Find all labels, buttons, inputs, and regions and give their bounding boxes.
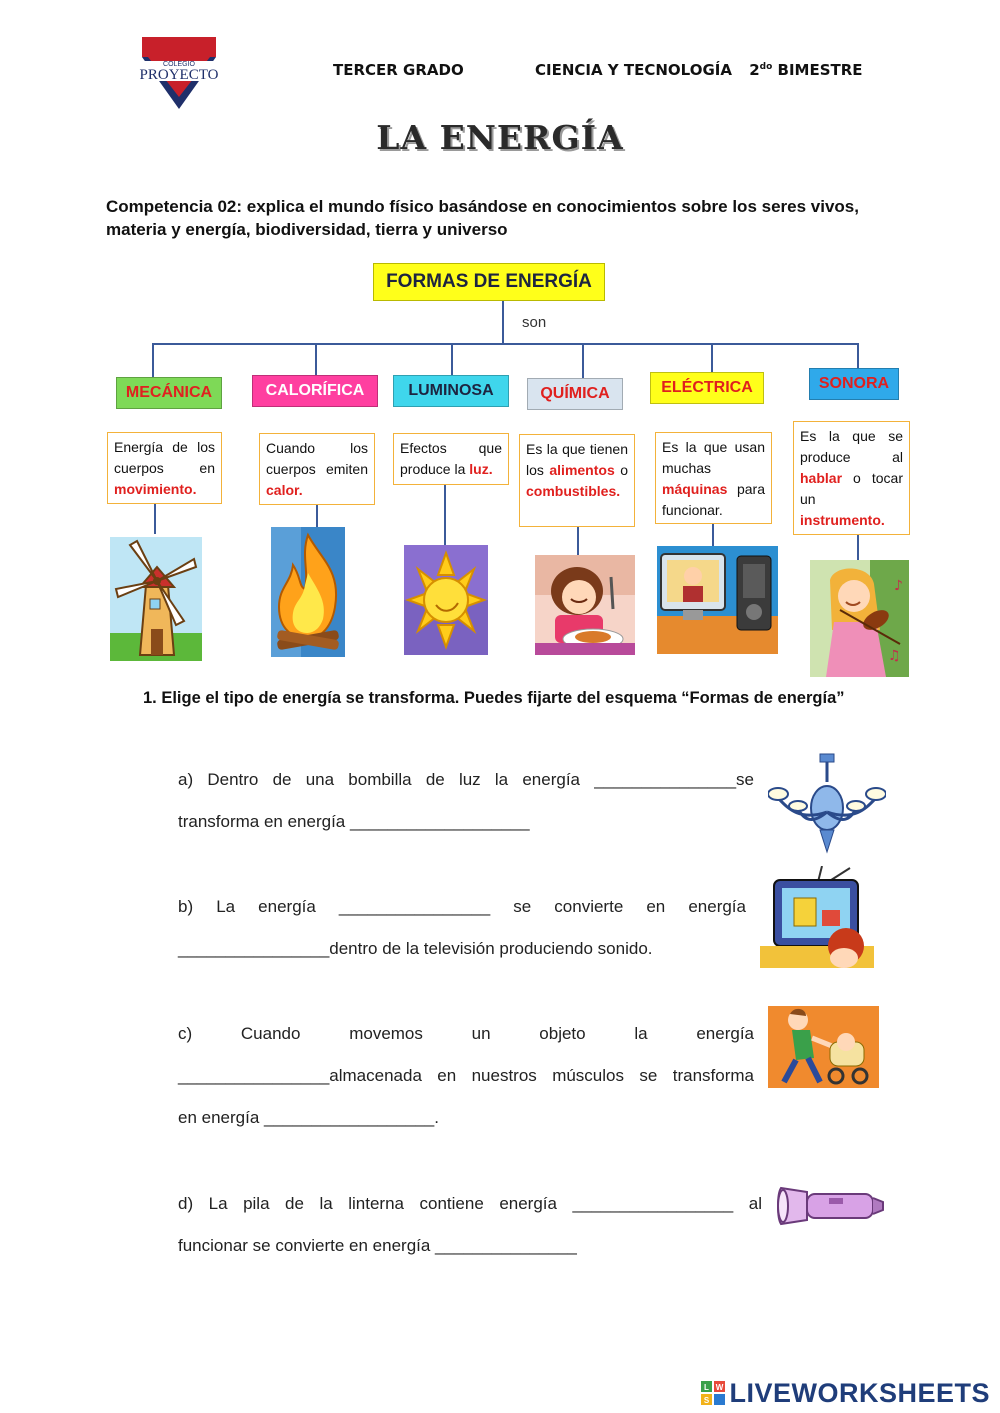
- girl-violin-illustration: [810, 560, 909, 677]
- picture-connector-6: [857, 535, 859, 560]
- period-ordinal: do: [759, 62, 773, 72]
- picture-connector-2: [316, 505, 318, 527]
- grade-label: TERCER GRADO: [333, 61, 464, 79]
- subject-label: [535, 61, 863, 79]
- picture-connector-1: [154, 504, 156, 534]
- desc-punct: .: [488, 461, 493, 477]
- exercise-a: [178, 759, 754, 843]
- exercise-d-line1: d) La pila de la linterna contiene energía _________________ al: [178, 1194, 762, 1213]
- pushing-stroller-illustration: [768, 1006, 879, 1088]
- exercise-c: [178, 1013, 754, 1139]
- desc-keyword: luz: [469, 461, 489, 477]
- desc-text: para funcionar.: [662, 481, 765, 518]
- subject-name: CIENCIA Y TECNOLOGÍA: [535, 61, 732, 79]
- liveworksheets-brand: [701, 1378, 990, 1409]
- connector-son: son: [522, 314, 547, 331]
- desc-punct: .: [616, 483, 621, 499]
- fire-illustration: [271, 527, 345, 657]
- desc-text: Es la que tienen los: [526, 441, 628, 478]
- category-calorifica: CALORÍFICA: [252, 375, 378, 407]
- badge-letter-w: W: [716, 1382, 724, 1392]
- activity-instruction: 1. Elige el tipo de energía se transforma. Puedes fijarte del esquema “Formas de energía”: [143, 689, 845, 707]
- desc-text: Es la que se produce al: [800, 428, 903, 465]
- exercise-a-line2: transforma en energía ___________________: [178, 812, 530, 831]
- desc-text: Es la que usan muchas: [662, 439, 765, 476]
- desc-text: Energía de los cuerpos en: [114, 439, 215, 476]
- desc-text: o: [614, 462, 628, 478]
- branch-drop-5: [711, 343, 713, 372]
- logo-text-colegio: COLEGIO: [163, 61, 195, 68]
- desc-keyword: máquinas: [662, 481, 728, 497]
- svg-text:♫: ♫: [888, 648, 901, 664]
- desc-keyword: instrumento: [800, 512, 881, 528]
- chandelier-illustration: [768, 752, 886, 856]
- horizontal-branch-line: [152, 343, 858, 345]
- exercise-c-line3: en energía __________________.: [178, 1108, 439, 1127]
- logo-text-proyecto: PROYECTO: [139, 67, 219, 83]
- category-quimica: QUÍMICA: [527, 378, 623, 410]
- desc-keyword: movimiento: [114, 481, 193, 497]
- branch-drop-4: [582, 343, 584, 378]
- page-title: LA ENERGÍA: [376, 118, 624, 157]
- desc-keyword: combustibles: [526, 483, 617, 499]
- period-word: BIMESTRE: [777, 61, 863, 79]
- category-sonora: SONORA: [809, 368, 899, 400]
- description-calorifica: [259, 433, 375, 505]
- picture-connector-3: [444, 485, 446, 545]
- description-mecanica: [107, 432, 222, 504]
- liveworksheets-badge-icon: [701, 1381, 725, 1407]
- competency-text: Competencia 02: explica el mundo físico basándose en conocimientos sobre los seres vivos, materia y energía, biodiversidad, tierra y universo: [106, 197, 859, 239]
- exercise-d-line2: funcionar se convierte en energía _______________: [178, 1236, 577, 1255]
- brand-name: LIVEWORKSHEETS: [729, 1378, 990, 1408]
- badge-letter-s: S: [704, 1395, 710, 1405]
- desc-keyword: calor: [266, 482, 299, 498]
- exercise-b-line2: ________________dentro de la televisión produciendo sonido.: [178, 939, 653, 958]
- desc-text: Cuando los cuerpos emiten: [266, 440, 368, 477]
- svg-text:♪: ♪: [894, 578, 903, 594]
- branch-drop-1: [152, 343, 154, 377]
- exercise-b: [178, 886, 746, 970]
- electronics-illustration: [657, 546, 778, 654]
- period-label: [749, 61, 862, 79]
- desc-punct: .: [298, 482, 303, 498]
- desc-punct: .: [192, 481, 197, 497]
- exercise-d: [178, 1183, 762, 1267]
- sun-illustration: [404, 545, 488, 655]
- description-quimica: [519, 434, 635, 527]
- badge-letter-l: L: [704, 1382, 710, 1392]
- desc-text: Efectos que produce la: [400, 440, 502, 477]
- root-connector-line: [502, 301, 504, 345]
- flashlight-illustration: [777, 1178, 885, 1234]
- school-logo: [128, 33, 228, 113]
- desc-keyword: hablar: [800, 470, 843, 486]
- exercise-c-line1: c) Cuando movemos un objeto la energía: [178, 1024, 754, 1043]
- period-number: 2: [749, 61, 760, 79]
- desc-keyword: alimentos: [549, 462, 615, 478]
- diagram-root-box: FORMAS DE ENERGÍA: [373, 263, 605, 301]
- girl-eating-illustration: [535, 555, 635, 655]
- exercise-b-line1: b) La energía ________________ se convierte en energía: [178, 897, 746, 916]
- exercise-a-line1: a) Dentro de una bombilla de luz la energía _______________se: [178, 770, 754, 789]
- branch-drop-2: [315, 343, 317, 376]
- branch-drop-6: [857, 343, 859, 368]
- desc-text: o tocar un: [800, 470, 903, 507]
- picture-connector-4: [577, 527, 579, 555]
- description-sonora: [793, 421, 910, 535]
- category-mecanica: MECÁNICA: [116, 377, 222, 409]
- desc-punct: .: [880, 512, 885, 528]
- category-electrica: ELÉCTRICA: [650, 372, 764, 404]
- windmill-illustration: [110, 537, 202, 661]
- exercise-c-line2: ________________almacenada en nuestros músculos se transforma: [178, 1066, 754, 1085]
- description-luminosa: [393, 433, 509, 485]
- television-illustration: [760, 866, 874, 968]
- category-luminosa: LUMINOSA: [393, 375, 509, 407]
- branch-drop-3: [451, 343, 453, 375]
- description-electrica: [655, 432, 772, 524]
